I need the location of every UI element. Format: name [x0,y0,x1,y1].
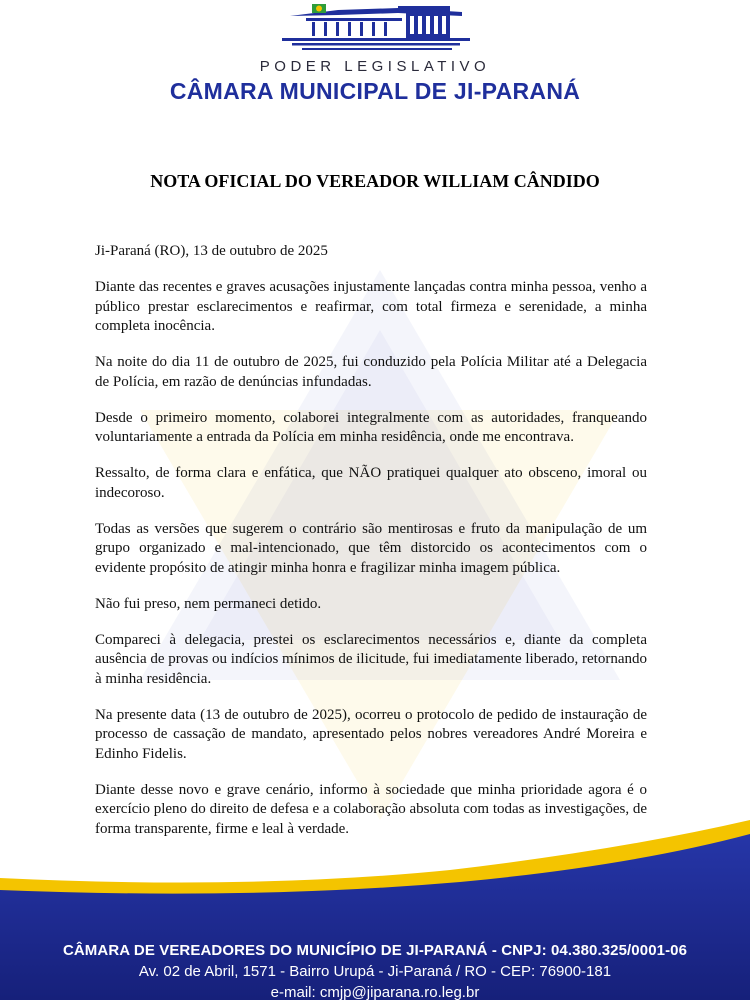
letterhead [0,0,750,112]
footer-email-line: e-mail: cmjp@jiparana.ro.leg.br [270,984,480,1001]
paragraph: Diante desse novo e grave cenário, informo à sociedade que minha prioridade agora é o exercício pleno do direito de defesa e a colaboração absoluta com todas as investigações, de forma transparente, firme e leal à verdade. [95,781,647,837]
paragraph: Não fui preso, nem permaneci detido. [95,595,322,612]
header-subtitle: PODER LEGISLATIVO [259,58,491,75]
legislative-building-logo-icon [278,2,474,54]
footer-address-line: Av. 02 de Abril, 1571 - Bairro Urupá - Ji-Paraná / RO - CEP: 76900-181 [138,963,612,980]
paragraph: Ressalto, de forma clara e enfática, que NÃO pratiquei qualquer ato obsceno, imoral ou indecoroso. [95,465,647,501]
footer-institution-line: CÂMARA DE VEREADORES DO MUNICÍPIO DE JI-PARANÁ - CNPJ: 04.380.325/0001-06 [62,942,688,959]
paragraph: Compareci à delegacia, prestei os esclarecimentos necessários e, diante da completa ausência de provas ou indícios mínimos de ilicitude, fui imediatamente liberado, retornando à minha residência. [95,631,647,687]
paragraph: Na noite do dia 11 de outubro de 2025, fui conduzido pela Polícia Militar até a Delegacia de Polícia, em razão de denúncias infundadas. [95,354,647,390]
paragraph: Diante das recentes e graves acusações injustamente lançadas contra minha pessoa, venho a público prestar esclarecimentos e reafirmar, com total firmeza e serenidade, a minha completa inocência. [95,279,647,334]
letterhead-footer [0,820,750,1000]
paragraph: Todas as versões que sugerem o contrário são mentirosas e fruto da manipulação de um grupo organizado e mal-intencionado, que têm distorcido os acontecimentos com o evidente propósito de atingir minha honra e fragilizar minha imagem pública. [95,520,647,576]
document-title: NOTA OFICIAL DO VEREADOR WILLIAM CÂNDIDO [150,171,600,191]
header-institution-name: CÂMARA MUNICIPAL DE JI-PARANÁ [169,78,581,104]
date-line: Ji-Paraná (RO), 13 de outubro de 2025 [95,243,328,259]
paragraph: Desde o primeiro momento, colaborei integralmente com as autoridades, franqueando voluntariamente a entrada da Polícia em minha residência, onde me encontrava. [95,409,647,445]
paragraph: Na presente data (13 de outubro de 2025), ocorreu o protocolo de pedido de instauração de processo de cassação de mandato, apresentado pelos nobres vereadores André Moreira e Edinho Fidelis. [95,706,647,762]
document-body [95,242,647,856]
